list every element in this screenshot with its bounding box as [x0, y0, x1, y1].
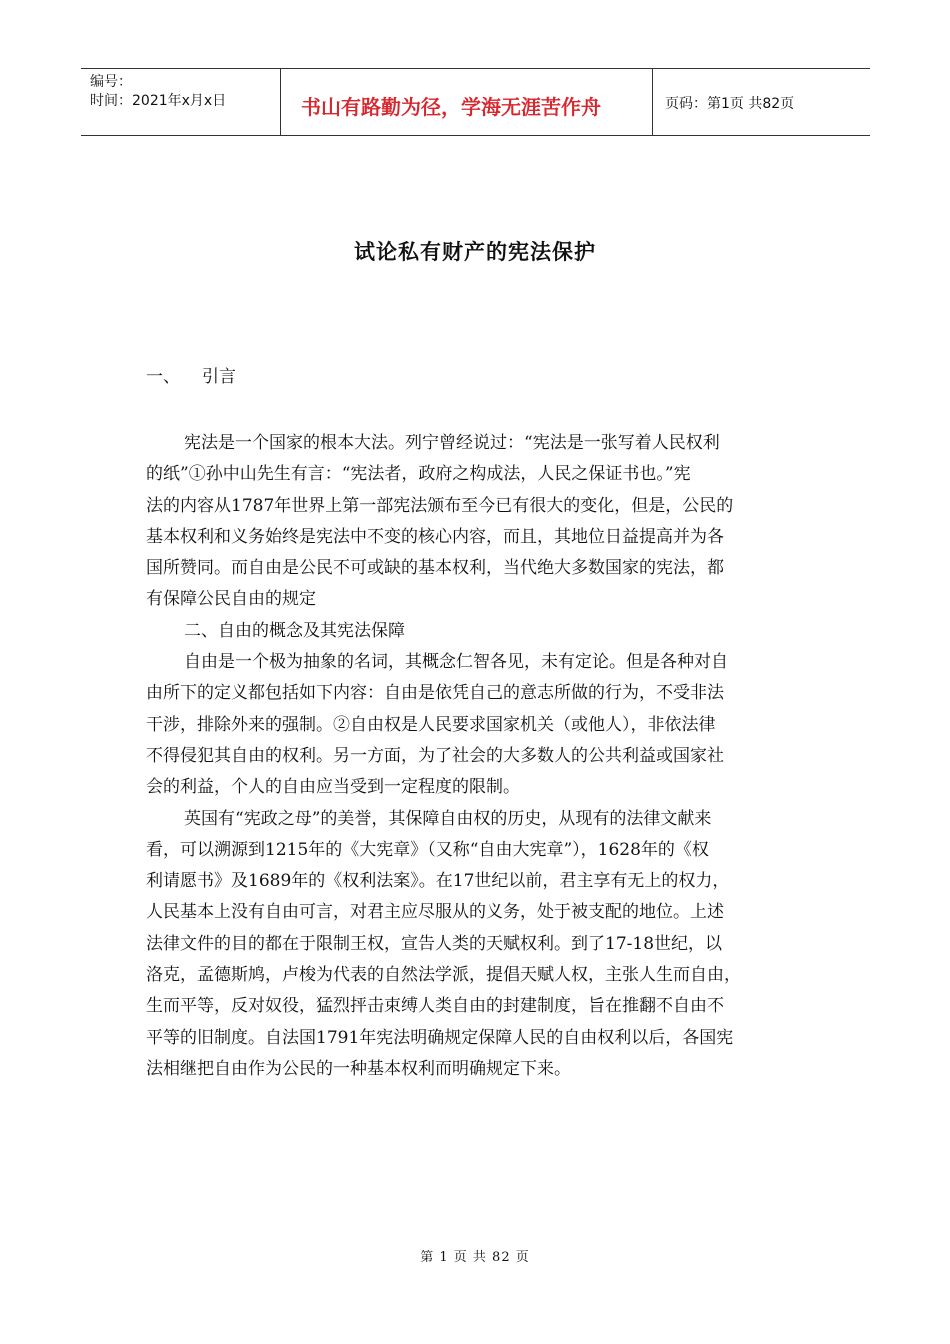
- number-label: 编号：: [90, 74, 132, 90]
- paragraph-line: 生而平等，反对奴役，猛烈抨击束缚人类自由的封建制度，旨在推翻不自由不: [146, 996, 724, 1017]
- paragraph-line: 有保障公民自由的规定: [146, 589, 316, 610]
- paragraph-line: 法律文件的目的都在于限制王权，宣告人类的天赋权利。到了17-18世纪，以: [146, 933, 723, 954]
- paragraph-line: 人民基本上没有自由可言，对君主应尽服从的义务，处于被支配的地位。上述: [146, 902, 724, 923]
- section-1-number: 一、: [146, 367, 180, 387]
- paragraph-line: 会的利益，个人的自由应当受到一定程度的限制。: [146, 777, 520, 798]
- section-2-heading: 二、自由的概念及其宪法保障: [184, 620, 405, 641]
- paragraph-line: 法相继把自由作为公民的一种基本权利而明确规定下来。: [146, 1058, 571, 1079]
- paragraph-line: 英国有“宪政之母”的美誉，其保障自由权的历史，从现有的法律文献来: [184, 808, 712, 829]
- header-table: [81, 68, 870, 136]
- header-motto-cell: [281, 69, 653, 135]
- paragraph-1: [146, 428, 741, 1085]
- paragraph-line: 平等的旧制度。自法国1791年宪法明确规定保障人民的自由权利以后，各国宪: [146, 1027, 734, 1048]
- paragraph-line: 不得侵犯其自由的权利。另一方面，为了社会的大多数人的公共利益或国家社: [146, 745, 724, 766]
- time-label: 时间：2021年x月x日: [90, 93, 227, 109]
- page-info: 页码：第1页 共82页: [665, 96, 795, 112]
- paragraph-line: 看，可以溯源到1215年的《大宪章》（又称“自由大宪章”），1628年的《权: [146, 839, 709, 860]
- paragraph-line: 由所下的定义都包括如下内容：自由是依凭自己的意志所做的行为，不受非法: [146, 683, 724, 704]
- document-title: 试论私有财产的宪法保护: [354, 240, 596, 264]
- paragraph-line: 干涉，排除外来的强制。②自由权是人民要求国家机关（或他人），非依法律: [146, 714, 716, 735]
- motto: 书山有路勤为径，学海无涯苦作舟: [301, 95, 601, 119]
- page-footer: 第 1 页 共 82 页: [420, 1250, 530, 1265]
- section-1-heading: [146, 362, 236, 387]
- header-meta: [81, 69, 281, 135]
- paragraph-line: 自由是一个极为抽象的名词，其概念仁智各见，未有定论。但是各种对自: [184, 652, 728, 673]
- paragraph-line: 基本权利和义务始终是宪法中不变的核心内容，而且，其地位日益提高并为各: [146, 526, 724, 547]
- section-1-title: 引言: [202, 367, 236, 387]
- paragraph-line: 利请愿书》及1689年的《权利法案》。在17世纪以前，君主享有无上的权力，: [146, 871, 730, 892]
- paragraph-line: 的纸”①孙中山先生有言：“宪法者，政府之构成法，人民之保证书也。”宪: [146, 464, 691, 485]
- paragraph-line: 国所赞同。而自由是公民不可或缺的基本权利，当代绝大多数国家的宪法，都: [146, 558, 724, 579]
- paragraph-line: 法的内容从1787年世界上第一部宪法颁布至今已有很大的变化，但是，公民的: [146, 495, 734, 516]
- paragraph-line: 宪法是一个国家的根本大法。列宁曾经说过：“宪法是一张写着人民权利: [184, 433, 720, 453]
- paragraph-line: 洛克，孟德斯鸠，卢梭为代表的自然法学派，提倡天赋人权，主张人生而自由，: [146, 965, 741, 986]
